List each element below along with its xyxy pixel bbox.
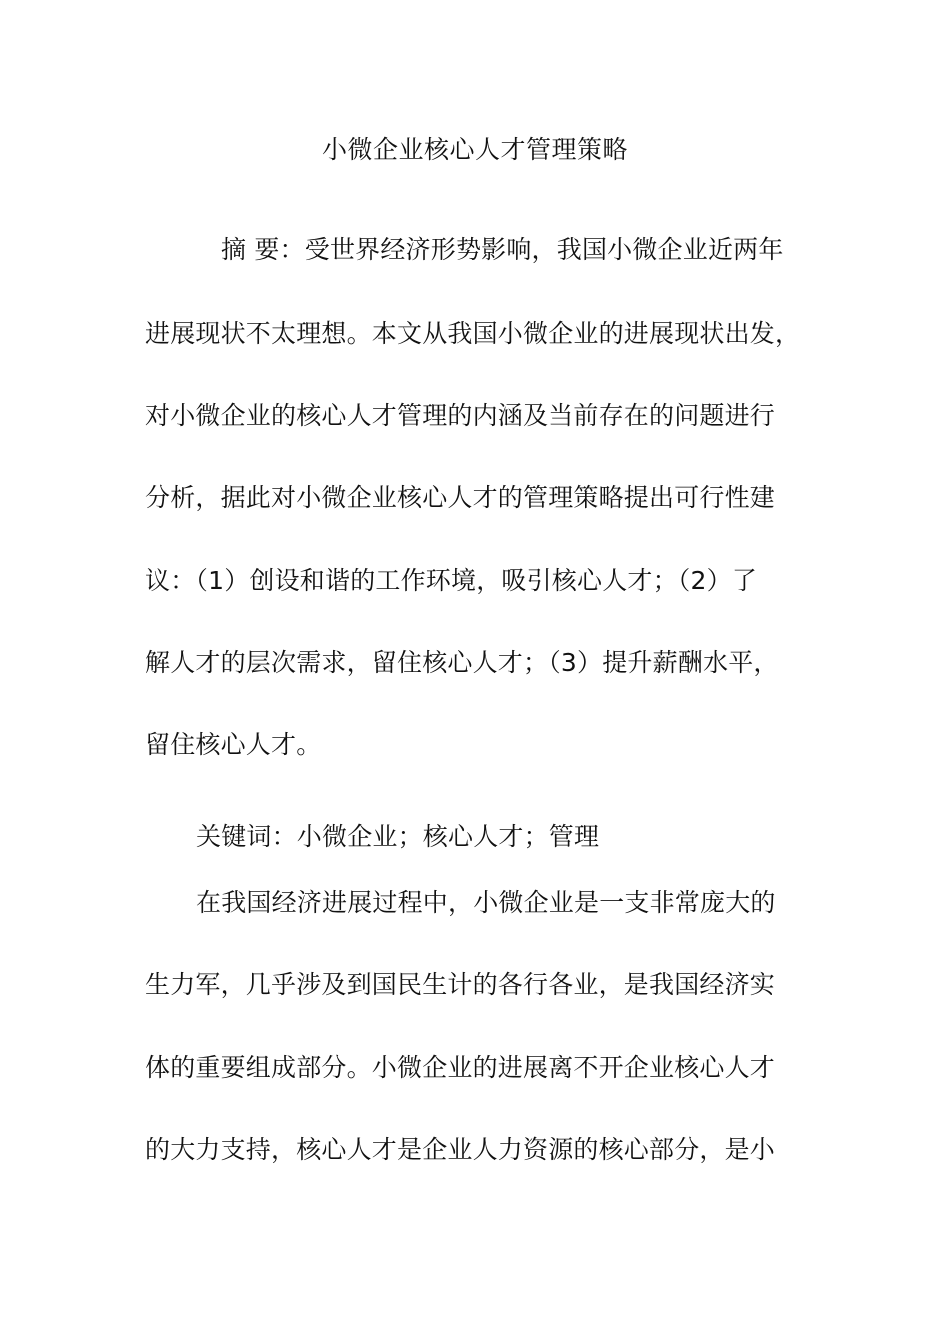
abstract-line: 议：（1）创设和谐的工作环境，吸引核心人才；（2）了 (145, 566, 758, 595)
document-title: 小微企业核心人才管理策略 (321, 135, 628, 164)
abstract-line: 摘 要：受世界经济形势影响，我国小微企业近两年 (221, 235, 784, 264)
body-line: 在我国经济进展过程中，小微企业是一支非常庞大的 (196, 888, 776, 917)
abstract-line: 留住核心人才。 (145, 730, 322, 759)
body-line: 生力军，几乎涉及到国民生计的各行各业，是我国经济实 (145, 970, 776, 999)
body-line: 的大力支持，核心人才是企业人力资源的核心部分，是小 (145, 1135, 776, 1164)
abstract-line: 分析，据此对小微企业核心人才的管理策略提出可行性建 (145, 483, 776, 512)
abstract-line: 进展现状不太理想。本文从我国小微企业的进展现状出发， (145, 319, 801, 348)
keywords-line: 关键词：小微企业；核心人才；管理 (196, 822, 600, 851)
abstract-line: 解人才的层次需求，留住核心人才；（3）提升薪酬水平， (145, 648, 779, 677)
abstract-line: 对小微企业的核心人才管理的内涵及当前存在的问题进行 (145, 401, 776, 430)
body-line: 体的重要组成部分。小微企业的进展离不开企业核心人才 (145, 1053, 776, 1082)
